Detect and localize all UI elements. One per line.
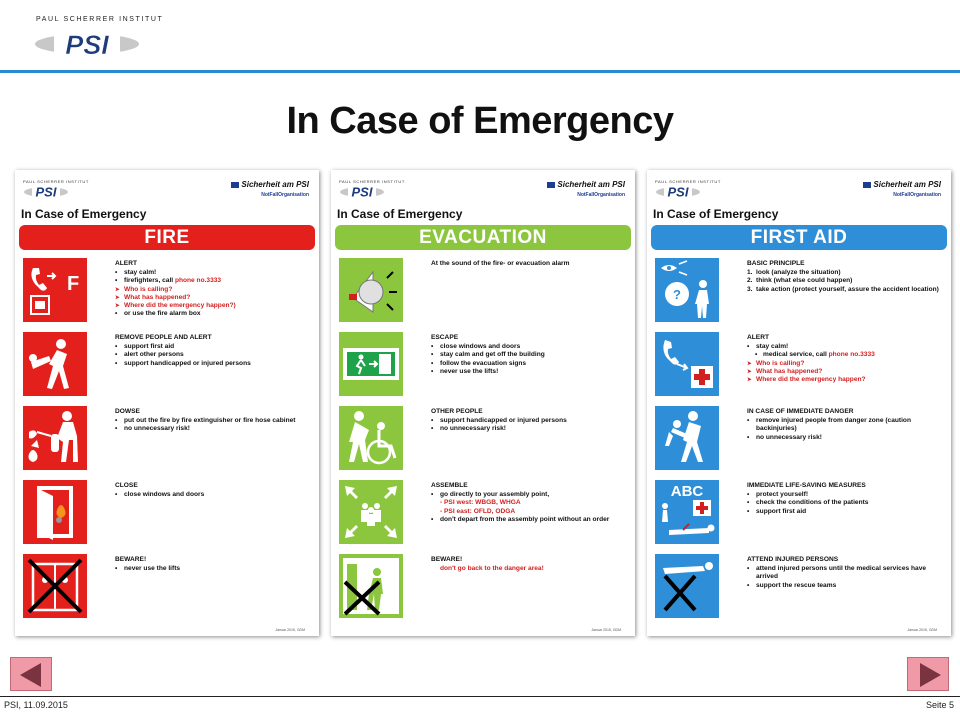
safety-logo-icon [231,182,239,188]
poster-heading: In Case of Emergency [21,207,147,221]
safety-label [547,180,625,189]
abc-first-aid-icon [655,480,719,544]
instruction-list [747,417,943,442]
slide-title: In Case of Emergency [286,100,674,142]
instruction-text [115,556,311,573]
question-item: ➤ Where did the emergency happen?) [115,302,311,310]
exit-sign-icon [339,332,403,396]
phone-fire-alarm-icon [23,258,87,322]
instruction-row [23,480,315,548]
instruction-text [747,482,943,516]
instruction-list [115,417,311,433]
instruction-title: At the sound of the fire- or evacuation alarm [431,260,570,267]
poster-institute-name: PAUL SCHERRER INSTITUT [339,179,405,184]
instruction-title: ALERT [747,334,769,341]
nfo-label: NotFallOrganisation [577,192,625,198]
instruction-title: BEWARE! [115,556,147,563]
poster-evacuation [331,170,635,636]
instruction-row [655,332,947,400]
instruction-text [747,334,943,384]
poster-category-band: EVACUATION [335,225,631,250]
bullet-item: • protect yourself! [747,491,943,499]
poster-psi-logo [339,185,385,198]
svg-text:?: ? [673,287,681,302]
instruction-row [339,406,631,474]
bullet-item: • stay calm! [747,343,943,351]
poster-category-band: FIRST AID [651,225,947,250]
bullet-item: • firefighters, call phone no.3333 [115,277,311,285]
instruction-list [747,565,943,590]
numbered-item: 2. think (what else could happen) [747,277,853,285]
instruction-row [655,258,947,326]
instruction-title: BASIC PRINCIPLE [747,260,805,267]
wheelchair-assist-icon [339,406,403,470]
safety-logo-icon [547,182,555,188]
bullet-item: • support handicapped or injured persons [115,360,311,368]
svg-text:PSI: PSI [351,185,373,198]
instruction-title: CLOSE [115,482,138,489]
instruction-title: IN CASE OF IMMEDIATE DANGER [747,408,854,415]
poster-date: Januar 2015, GDM [907,628,937,632]
no-return-icon [339,554,403,618]
instruction-text [115,334,311,368]
poster-heading: In Case of Emergency [653,207,779,221]
sub-bullet-item: • medical service, call phone no.3333 [747,351,943,359]
svg-text:PSI: PSI [65,30,109,58]
question-item: ➤ Who is calling? [115,286,311,294]
bullet-item: • remove injured people from danger zone (caution backinjuries) [747,417,943,433]
bullet-item: • alert other persons [115,351,311,359]
bullet-item: • stay calm! [115,269,311,277]
previous-slide-icon [11,658,53,692]
svg-text:ABC: ABC [670,483,704,500]
instruction-row [655,554,947,622]
footer-date: PSI, 11.09.2015 [4,700,68,710]
instruction-row [339,258,631,326]
look-think-icon [655,258,719,322]
instruction-row [655,480,947,548]
instruction-title: ALERT [115,260,137,267]
bullet-item: • or use the fire alarm box [115,310,311,318]
question-item: ➤ What has happened? [747,368,943,376]
instruction-row [23,554,315,622]
instruction-list [747,343,943,384]
instruction-title: IMMEDIATE LIFE-SAVING MEASURES [747,482,866,489]
bullet-item: • support first aid [747,508,943,516]
highlight-item: - PSI west: WBGB, WHGA [440,499,521,507]
close-door-icon [23,480,87,544]
carry-injured-icon [655,406,719,470]
bullet-item: • support the rescue teams [747,582,943,590]
instruction-row [23,258,315,326]
page-number: Seite 5 [925,700,954,710]
poster-date: Januar 2015, GDM [591,628,621,632]
poster-psi-logo [23,185,69,198]
instruction-text [431,408,627,434]
instruction-text [115,260,311,318]
bullet-item: • don't depart from the assembly point without an order [431,516,627,524]
bullet-item: • support handicapped or injured persons [431,417,627,425]
poster-heading: In Case of Emergency [337,207,463,221]
numbered-item: 1. look (analyze the situation) [747,269,841,277]
poster-fire [15,170,319,636]
bullet-item: • attend injured persons until the medical services have arrived [747,565,943,581]
poster-category-band: FIRE [19,225,315,250]
instruction-list [115,343,311,368]
instruction-row [339,554,631,622]
instruction-title: BEWARE! [431,556,463,563]
instruction-row [23,332,315,400]
bullet-item: • no unnecessary risk! [115,425,311,433]
highlight-item: - PSI east: OFLD, ODGA [440,507,516,515]
instruction-list [747,491,943,516]
bullet-item: • close windows and doors [115,491,311,499]
instruction-title: DOWSE [115,408,140,415]
instruction-list [431,565,627,573]
safety-label [863,180,941,189]
instruction-row [339,332,631,400]
safety-label-text: Sicherheit am PSI [557,180,625,189]
safety-label-text: Sicherheit am PSI [241,180,309,189]
svg-text:PSI: PSI [667,185,689,198]
instruction-text [747,556,943,590]
instruction-text [431,334,627,376]
question-item: ➤ What has happened? [115,294,311,302]
question-item: ➤ Where did the emergency happen? [747,376,943,384]
fire-extinguisher-icon [23,406,87,470]
bullet-item: • no unnecessary risk! [747,434,943,442]
instruction-list [115,565,311,573]
instruction-title: ATTEND INJURED PERSONS [747,556,839,563]
instruction-text [115,482,311,499]
header-divider [0,70,960,73]
safety-logo-icon [863,182,871,188]
bullet-item: • never use the lifts! [431,368,627,376]
instruction-text [747,408,943,442]
bullet-item: • no unnecessary risk! [431,425,627,433]
next-slide-icon [908,658,950,692]
bullet-item: • put out the fire by fire extinguisher or fire hose cabinet [115,417,311,425]
instruction-list [431,491,627,524]
svg-text:PSI: PSI [35,185,57,198]
previous-slide-button[interactable] [10,657,52,691]
numbered-item: 3. take action (protect yourself, assure the accident location) [747,285,939,293]
instruction-row [339,480,631,548]
instruction-title: OTHER PEOPLE [431,408,483,415]
bullet-item: • go directly to your assembly point, [431,491,627,499]
instruction-text [431,260,627,269]
assembly-point-icon [339,480,403,544]
instruction-text [431,556,627,573]
institute-name: PAUL SCHERRER INSTITUT [36,16,164,23]
instruction-row [23,406,315,474]
poster-institute-name: PAUL SCHERRER INSTITUT [23,179,89,184]
nfo-label: NotFallOrganisation [893,192,941,198]
instruction-list [431,417,627,433]
bullet-item: • stay calm and get off the building [431,351,627,359]
svg-text:F: F [67,273,80,295]
rescue-person-icon [23,332,87,396]
safety-label-text: Sicherheit am PSI [873,180,941,189]
bullet-item: • follow the evacuation signs [431,360,627,368]
instruction-row [655,406,947,474]
instruction-list [747,269,943,294]
alarm-horn-icon [339,258,403,322]
bullet-item: • close windows and doors [431,343,627,351]
attend-injured-icon [655,554,719,618]
poster-psi-logo [655,185,701,198]
no-lift-icon [23,554,87,618]
highlight-item: don't go back to the danger area! [440,565,544,573]
instruction-list [431,343,627,376]
instruction-text [115,408,311,434]
bullet-item: • check the conditions of the patients [747,499,943,507]
instruction-title: ASSEMBLE [431,482,468,489]
instruction-text [747,260,943,294]
footer-divider [0,696,960,697]
instruction-list [115,491,311,499]
phone-medical-icon [655,332,719,396]
bullet-item: • support first aid [115,343,311,351]
bullet-item: • never use the lifts [115,565,311,573]
poster-institute-name: PAUL SCHERRER INSTITUT [655,179,721,184]
next-slide-button[interactable] [907,657,949,691]
poster-date: Januar 2015, GDM [275,628,305,632]
nfo-label: NotFallOrganisation [261,192,309,198]
instruction-title: REMOVE PEOPLE AND ALERT [115,334,212,341]
safety-label [231,180,309,189]
question-item: ➤ Who is calling? [747,360,943,368]
psi-logo [34,30,140,58]
instruction-text [431,482,627,524]
instruction-title: ESCAPE [431,334,459,341]
poster-first-aid [647,170,951,636]
instruction-list [115,269,311,318]
